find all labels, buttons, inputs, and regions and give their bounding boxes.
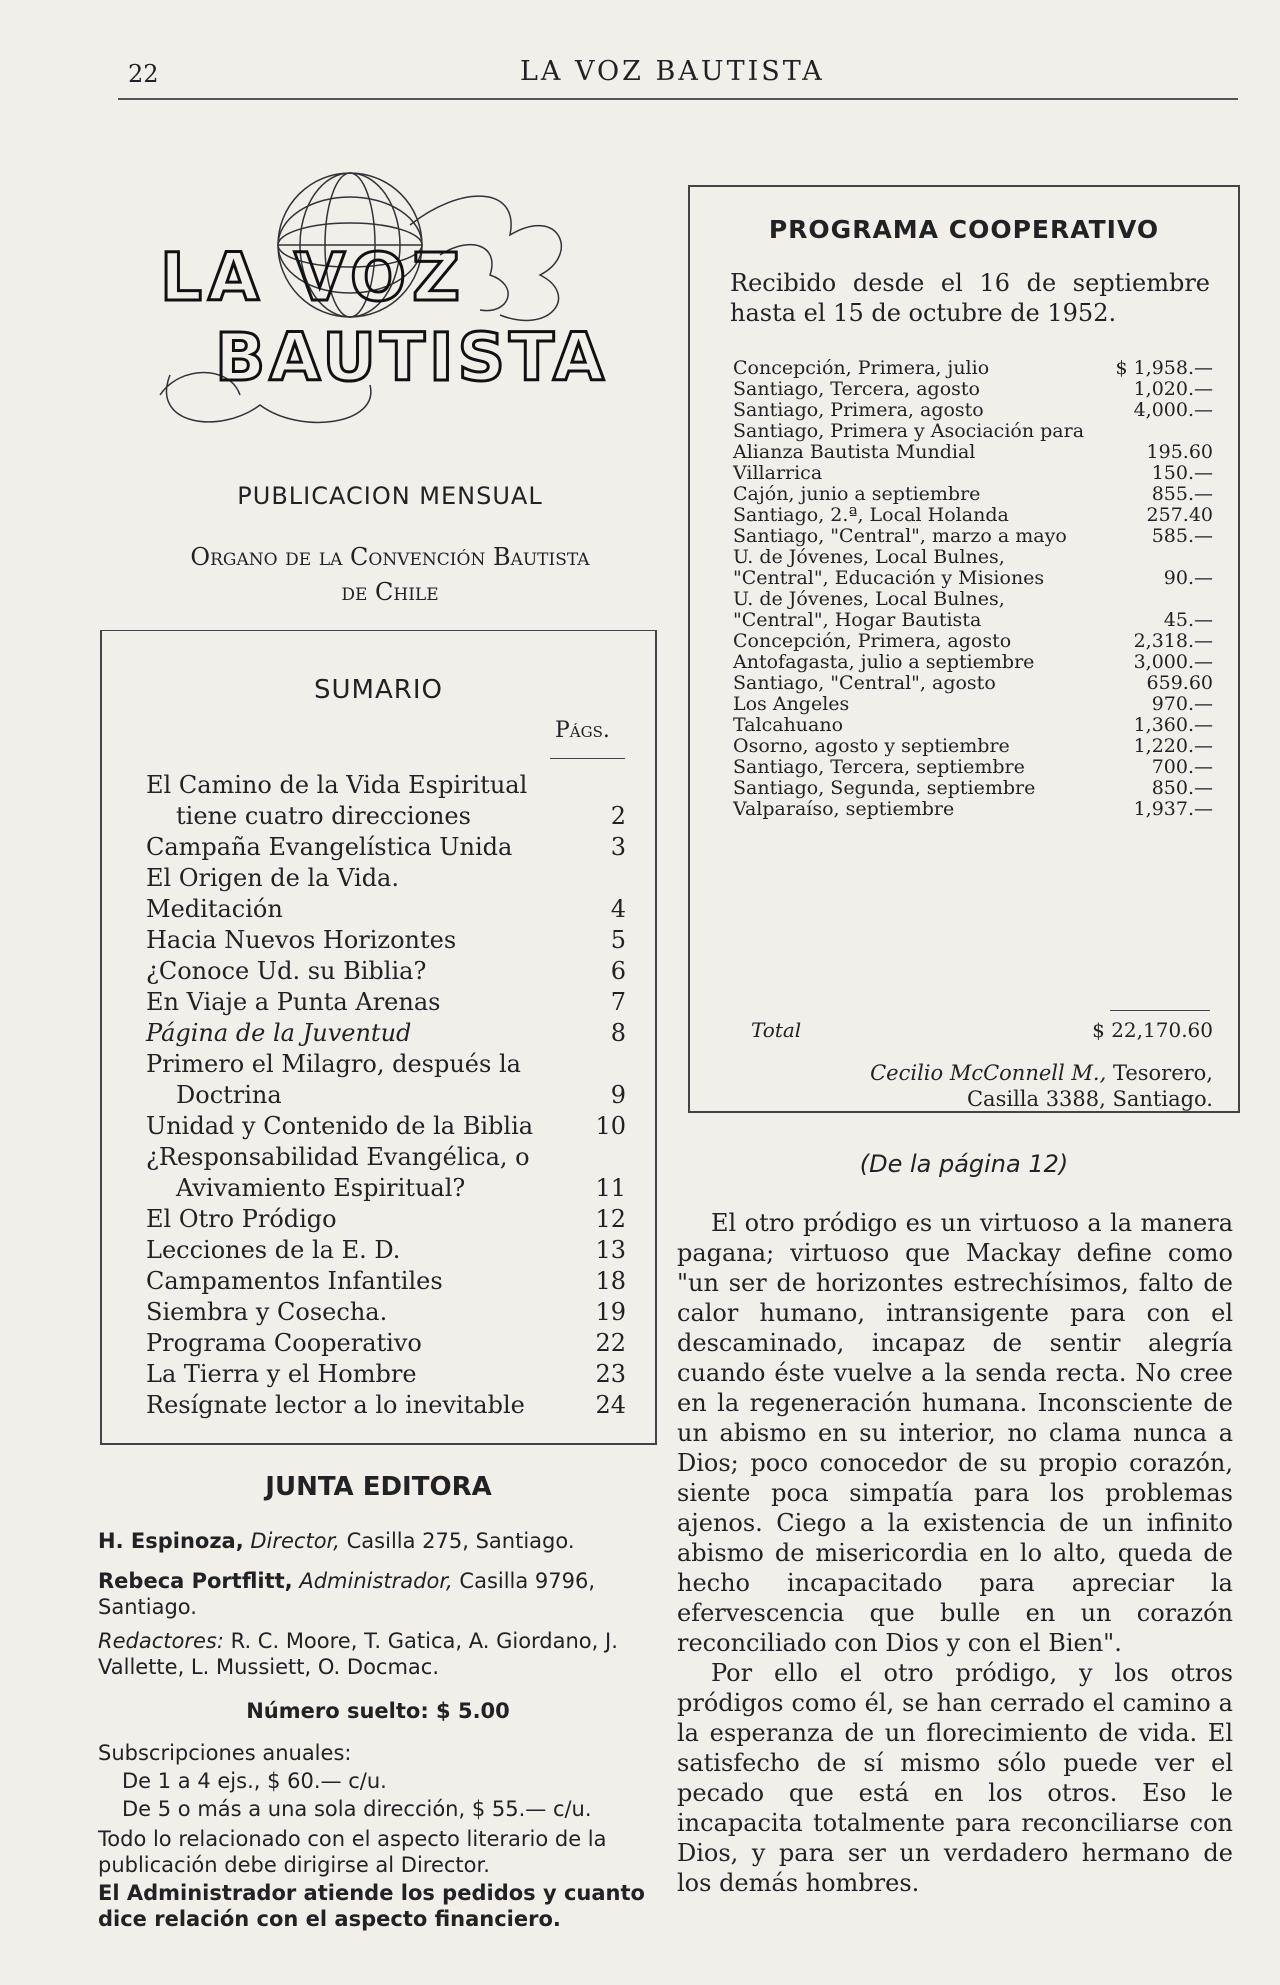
toc-entry[interactable] bbox=[146, 770, 626, 832]
toc-title: Siembra y Cosecha. bbox=[146, 1298, 388, 1326]
admin-name: Rebeca Portflitt, bbox=[98, 1569, 293, 1593]
toc-title: El Otro Pródigo bbox=[146, 1205, 337, 1233]
toc-page: 18 bbox=[595, 1267, 626, 1295]
row-amount: 1,220.— bbox=[1133, 735, 1213, 757]
toc-title: Meditación bbox=[146, 895, 283, 923]
page-number: 22 bbox=[128, 60, 159, 88]
row-label: Antofagasta, julio a septiembre bbox=[733, 651, 1035, 673]
programa-title: PROGRAMA COOPERATIVO bbox=[768, 215, 1160, 244]
toc-page: 10 bbox=[595, 1112, 626, 1140]
row-amount: 195.60 bbox=[1146, 441, 1213, 463]
toc-entry[interactable] bbox=[146, 863, 626, 894]
list-item bbox=[733, 736, 1213, 757]
toc-page: 2 bbox=[610, 802, 626, 830]
total-amount: $ 22,170.60 bbox=[1092, 1018, 1213, 1042]
sumario-pages-header: Págs. bbox=[555, 718, 610, 743]
subscription-rate-2: De 5 o más a una sola dirección, $ 55.— c/u. bbox=[122, 1797, 592, 1821]
toc-page: 3 bbox=[610, 833, 626, 861]
row-amount: 3,000.— bbox=[1133, 651, 1213, 673]
toc-entry[interactable] bbox=[146, 1204, 626, 1235]
list-item bbox=[733, 673, 1213, 694]
programa-signature bbox=[733, 1060, 1213, 1112]
list-item bbox=[733, 484, 1213, 505]
toc-entry[interactable] bbox=[146, 1111, 626, 1142]
toc-entry[interactable] bbox=[146, 1235, 626, 1266]
redactores-list: R. C. Moore, T. Gatica, A. Giordano, J. Vallette, L. Mussiett, O. Docmac. bbox=[98, 1629, 618, 1679]
list-item bbox=[733, 799, 1213, 820]
row-amount: 4,000.— bbox=[1133, 399, 1213, 421]
toc-entry[interactable] bbox=[146, 1049, 626, 1111]
total-label: Total bbox=[751, 1018, 802, 1042]
header-rule bbox=[118, 98, 1238, 100]
list-item bbox=[733, 631, 1213, 652]
director-role: Director, bbox=[250, 1529, 340, 1553]
toc-title: Campaña Evangelística Unida bbox=[146, 833, 513, 861]
list-item bbox=[733, 463, 1213, 484]
article-body bbox=[677, 1208, 1233, 1898]
toc-entry[interactable] bbox=[146, 1018, 626, 1049]
toc-title: Programa Cooperativo bbox=[146, 1329, 422, 1357]
numero-suelto: Número suelto: $ 5.00 bbox=[246, 1699, 510, 1723]
toc-entry[interactable] bbox=[146, 832, 626, 863]
toc-entry[interactable] bbox=[146, 1390, 626, 1421]
row-label: Santiago, Segunda, septiembre bbox=[733, 777, 1036, 799]
subscription-rate-1: De 1 a 4 ejs., $ 60.— c/u. bbox=[122, 1769, 387, 1793]
list-item bbox=[733, 652, 1213, 673]
programa-total bbox=[733, 1018, 1213, 1042]
organ-line-1: Organo de la Convención Bautista bbox=[190, 543, 590, 571]
list-item bbox=[733, 505, 1213, 526]
row-label: Talcahuano bbox=[733, 714, 844, 736]
toc-page: 24 bbox=[595, 1391, 626, 1419]
toc-entry[interactable] bbox=[146, 894, 626, 925]
list-item bbox=[733, 547, 1213, 589]
toc-title: Hacia Nuevos Horizontes bbox=[146, 926, 457, 954]
toc-title: Página de la Juventud bbox=[146, 1019, 412, 1047]
row-amount: 659.60 bbox=[1146, 672, 1213, 694]
list-item bbox=[733, 757, 1213, 778]
article-paragraph-1: El otro pródigo es un virtuoso a la manera pagana; virtuoso que Mackay define como "un ser de horizontes estrechísimos, falto de calor humano, intransigente para con el descaminado, incapaz de sentir alegría cuando éste vuelve a la senda recta. No cree en la regeneración humana. Inconsciente de un abismo en su interior, no clama nunca a Dios; poco conocedor de su propio corazón, siente poca simpatía para los problemas ajenos. Ciego a la existencia de un infinito abismo de misericordia en lo alto, queda de hecho incapacitado para apreciar la efervescencia que bulle en un corazón reconciliado con Dios y con el Bien". bbox=[677, 1209, 1233, 1657]
toc-entry[interactable] bbox=[146, 1359, 626, 1390]
toc-page: 6 bbox=[610, 957, 626, 985]
row-label: Santiago, Tercera, septiembre bbox=[733, 756, 1025, 778]
total-rule bbox=[1110, 1010, 1210, 1011]
toc-page: 8 bbox=[610, 1019, 626, 1047]
toc-title: ¿Responsabilidad Evangélica, o Avivamiento Espiritual? bbox=[146, 1143, 530, 1202]
toc-entry[interactable] bbox=[146, 956, 626, 987]
toc-page: 9 bbox=[610, 1081, 626, 1109]
toc-page: 19 bbox=[595, 1298, 626, 1326]
row-amount: 585.— bbox=[1151, 525, 1213, 547]
row-label: Santiago, "Central", agosto bbox=[733, 672, 996, 694]
toc-page: 11 bbox=[595, 1174, 626, 1202]
row-amount: 700.— bbox=[1151, 756, 1213, 778]
row-amount: 1,020.— bbox=[1133, 378, 1213, 400]
row-amount: $ 1,958.— bbox=[1115, 357, 1213, 379]
redactores-label: Redactores: bbox=[98, 1629, 224, 1653]
toc-page: 7 bbox=[610, 988, 626, 1016]
programa-list bbox=[733, 358, 1213, 820]
masthead-logo bbox=[140, 165, 610, 445]
toc-page: 4 bbox=[610, 895, 626, 923]
toc-page: 23 bbox=[595, 1360, 626, 1388]
subscriptions-label: Subscripciones anuales: bbox=[98, 1741, 352, 1765]
toc-title: El Origen de la Vida. bbox=[146, 864, 399, 892]
toc-title: Campamentos Infantiles bbox=[146, 1267, 443, 1295]
row-label: Cajón, junio a septiembre bbox=[733, 483, 981, 505]
junta-redactores bbox=[98, 1628, 658, 1680]
list-item bbox=[733, 694, 1213, 715]
admin-role: Administrador, bbox=[299, 1569, 453, 1593]
toc-page: 13 bbox=[595, 1236, 626, 1264]
page-header bbox=[0, 0, 1280, 110]
row-amount: 970.— bbox=[1151, 693, 1213, 715]
signer-role: Tesorero, bbox=[1112, 1061, 1213, 1085]
admin-address: Casilla 9796, Santiago. bbox=[98, 1569, 596, 1619]
junta-director bbox=[98, 1528, 658, 1554]
row-label: Valparaíso, septiembre bbox=[733, 798, 955, 820]
sumario-title: SUMARIO bbox=[314, 675, 443, 705]
toc-title: Primero el Milagro, después la Doctrina bbox=[146, 1050, 521, 1109]
row-amount: 45.— bbox=[1163, 609, 1213, 631]
row-amount: 855.— bbox=[1151, 483, 1213, 505]
toc-title: En Viaje a Punta Arenas bbox=[146, 988, 441, 1016]
toc-entry[interactable] bbox=[146, 1266, 626, 1297]
director-name: H. Espinoza, bbox=[98, 1529, 244, 1553]
list-item bbox=[733, 379, 1213, 400]
row-label: U. de Jóvenes, Local Bulnes, "Central", Hogar Bautista bbox=[733, 588, 1005, 631]
toc-entry[interactable] bbox=[146, 987, 626, 1018]
article-paragraph-2: Por ello el otro pródigo, y los otros pródigos como él, se han cerrado el camino a la esperanza de un florecimiento de vida. El satisfecho de sí mismo sólo puede ver el pecado que está en los otros. Eso le incapacita totalmente para reconciliarse con Dios, y para ser un verdadero hermano de los demás hombres. bbox=[677, 1659, 1233, 1897]
toc-title: Unidad y Contenido de la Biblia bbox=[146, 1112, 534, 1140]
signer-name: Cecilio McConnell M., bbox=[870, 1061, 1107, 1085]
toc-page: 12 bbox=[595, 1205, 626, 1233]
row-amount: 257.40 bbox=[1146, 504, 1213, 526]
row-amount: 90.— bbox=[1163, 567, 1213, 589]
list-item bbox=[733, 715, 1213, 736]
toc-entry[interactable] bbox=[146, 1297, 626, 1328]
note-literary: Todo lo relacionado con el aspecto literario de la publicación debe dirigirse al Director. bbox=[98, 1827, 607, 1877]
director-address: Casilla 275, Santiago. bbox=[346, 1529, 575, 1553]
row-label: U. de Jóvenes, Local Bulnes, "Central", Educación y Misiones bbox=[733, 546, 1045, 589]
list-item bbox=[733, 778, 1213, 799]
row-amount: 850.— bbox=[1151, 777, 1213, 799]
list-item bbox=[733, 589, 1213, 631]
running-title: LA VOZ BAUTISTA bbox=[520, 56, 825, 87]
row-label: Santiago, "Central", marzo a mayo bbox=[733, 525, 1067, 547]
toc-title: El Camino de la Vida Espiritual tiene cuatro direcciones bbox=[146, 771, 528, 830]
row-amount: 1,360.— bbox=[1133, 714, 1213, 736]
junta-admin bbox=[98, 1568, 658, 1620]
list-item bbox=[733, 400, 1213, 421]
toc-page: 22 bbox=[595, 1329, 626, 1357]
row-label: Concepción, Primera, agosto bbox=[733, 630, 1012, 652]
list-item bbox=[733, 358, 1213, 379]
toc-title: Lecciones de la E. D. bbox=[146, 1236, 401, 1264]
row-label: Santiago, 2.ª, Local Holanda bbox=[733, 504, 1009, 526]
toc-entry[interactable] bbox=[146, 1328, 626, 1359]
row-amount: 150.— bbox=[1151, 462, 1213, 484]
continuation-label: (De la página 12) bbox=[859, 1150, 1069, 1178]
publication-organ bbox=[140, 540, 640, 610]
row-label: Santiago, Tercera, agosto bbox=[733, 378, 980, 400]
publication-subtitle: PUBLICACION MENSUAL bbox=[237, 482, 543, 510]
sumario-pages-rule bbox=[550, 758, 625, 759]
masthead-line1: LA VOZ bbox=[160, 239, 466, 316]
note-financial: El Administrador atiende los pedidos y cuanto dice relación con el aspecto financiero. bbox=[98, 1881, 645, 1931]
row-label: Santiago, Primera, agosto bbox=[733, 399, 984, 421]
row-label: Osorno, agosto y septiembre bbox=[733, 735, 1010, 757]
row-label: Santiago, Primera y Asociación para Alianza Bautista Mundial bbox=[733, 420, 1085, 463]
row-label: Los Angeles bbox=[733, 693, 850, 715]
programa-intro: Recibido desde el 16 de septiembre hasta el 15 de octubre de 1952. bbox=[730, 269, 1210, 327]
list-item bbox=[733, 526, 1213, 547]
junta-title: JUNTA EDITORA bbox=[265, 1472, 492, 1502]
toc-title: La Tierra y el Hombre bbox=[146, 1360, 417, 1388]
organ-line-2: de Chile bbox=[341, 578, 439, 606]
masthead-line2: BAUTISTA bbox=[215, 319, 609, 396]
toc-entry[interactable] bbox=[146, 1142, 626, 1204]
toc-title: ¿Conoce Ud. su Biblia? bbox=[146, 957, 427, 985]
signer-address: Casilla 3388, Santiago. bbox=[966, 1087, 1213, 1111]
row-label: Concepción, Primera, julio bbox=[733, 357, 990, 379]
list-item bbox=[733, 421, 1213, 463]
row-amount: 2,318.— bbox=[1133, 630, 1213, 652]
toc-entry[interactable] bbox=[146, 925, 626, 956]
row-label: Villarrica bbox=[733, 462, 823, 484]
toc-title: Resígnate lector a lo inevitable bbox=[146, 1391, 525, 1419]
row-amount: 1,937.— bbox=[1133, 798, 1213, 820]
sumario-top-rule bbox=[100, 630, 657, 631]
table-of-contents bbox=[146, 770, 626, 1421]
toc-page: 5 bbox=[610, 926, 626, 954]
